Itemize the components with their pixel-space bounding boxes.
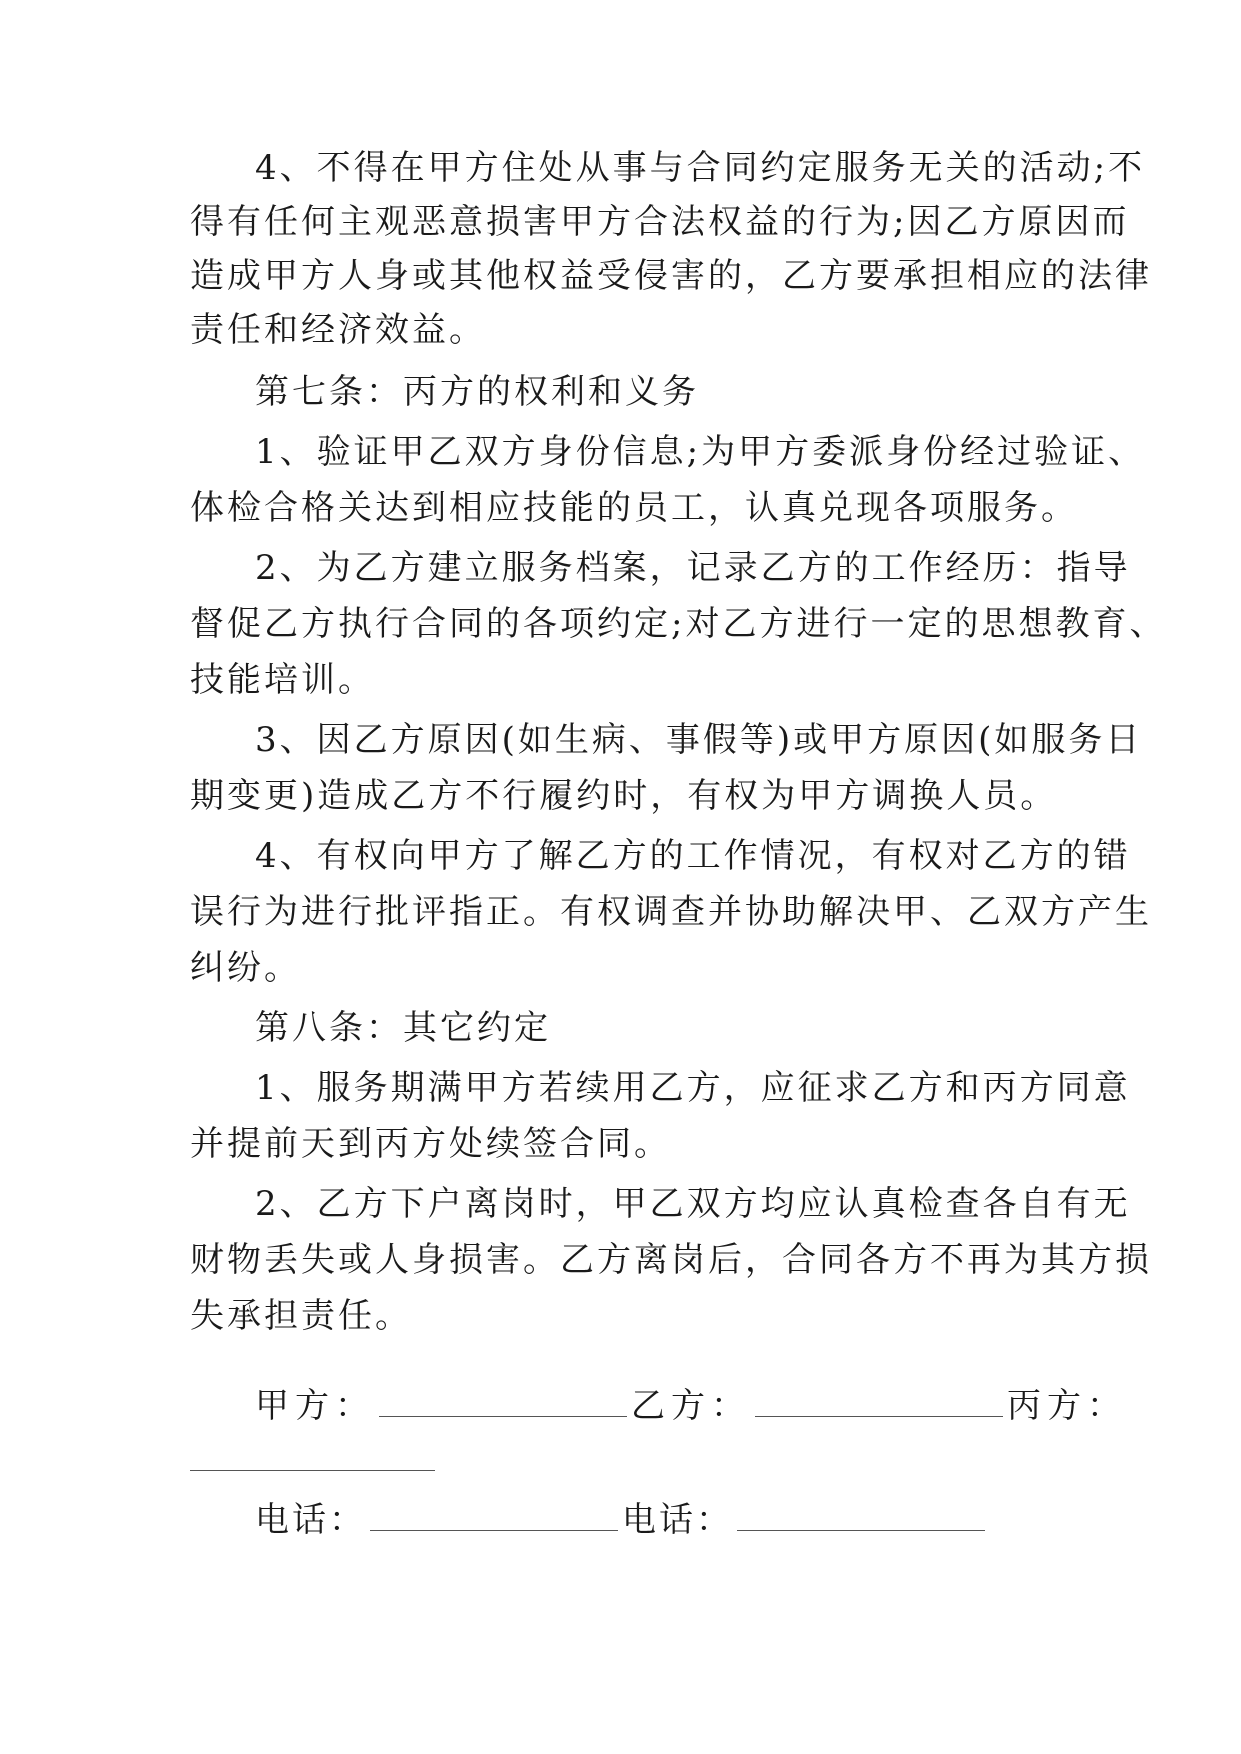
text-line: 2、为乙方建立服务档案，记录乙方的工作经历：指导 [255, 548, 1131, 588]
signature-row [255, 1386, 1127, 1426]
phone-a-blank [370, 1502, 618, 1531]
party-c-label: 丙方： [1007, 1386, 1127, 1426]
text-line: 体检合格关达到相应技能的员工，认真兑现各项服务。 [190, 488, 1078, 528]
text-line: 技能培训。 [190, 660, 375, 700]
text-line: 1、服务期满甲方若续用乙方，应征求乙方和丙方同意 [255, 1068, 1131, 1108]
text-line: 得有任何主观恶意损害甲方合法权益的行为;因乙方原因而 [190, 202, 1130, 242]
text-line: 并提前天到丙方处续签合同。 [190, 1124, 671, 1164]
text-line: 1、验证甲乙双方身份信息;为甲方委派身份经过验证、 [255, 432, 1146, 472]
party-b-blank [755, 1388, 1003, 1417]
section-heading: 第八条：其它约定 [255, 1008, 551, 1048]
text-line: 责任和经济效益。 [190, 310, 486, 350]
party-a-label: 甲方： [255, 1386, 375, 1426]
party-b-label: 乙方： [631, 1386, 751, 1426]
text-line: 误行为进行批评指正。有权调查并协助解决甲、乙双方产生 [190, 892, 1152, 932]
phone-b-blank [737, 1502, 985, 1531]
text-line: 财物丢失或人身损害。乙方离岗后，合同各方不再为其方损 [190, 1240, 1152, 1280]
text-line: 4、不得在甲方住处从事与合同约定服务无关的活动;不 [255, 148, 1146, 188]
phone-row [255, 1500, 989, 1540]
text-line: 造成甲方人身或其他权益受侵害的，乙方要承担相应的法律 [190, 256, 1152, 296]
text-line: 2、乙方下户离岗时，甲乙双方均应认真检查各自有无 [255, 1184, 1131, 1224]
text-line: 期变更)造成乙方不行履约时，有权为甲方调换人员。 [190, 776, 1058, 816]
section-heading: 第七条：丙方的权利和义务 [255, 372, 699, 412]
party-a-blank [379, 1388, 627, 1417]
text-line: 纠纷。 [190, 948, 301, 988]
text-line: 3、因乙方原因(如生病、事假等)或甲方原因(如服务日 [255, 720, 1143, 760]
party-c-blank [190, 1470, 435, 1471]
phone-a-label: 电话： [255, 1500, 366, 1540]
text-line: 失承担责任。 [190, 1296, 412, 1336]
text-line: 督促乙方执行合同的各项约定;对乙方进行一定的思想教育、 [190, 604, 1167, 644]
phone-b-label: 电话： [622, 1500, 733, 1540]
text-line: 4、有权向甲方了解乙方的工作情况，有权对乙方的错 [255, 836, 1131, 876]
